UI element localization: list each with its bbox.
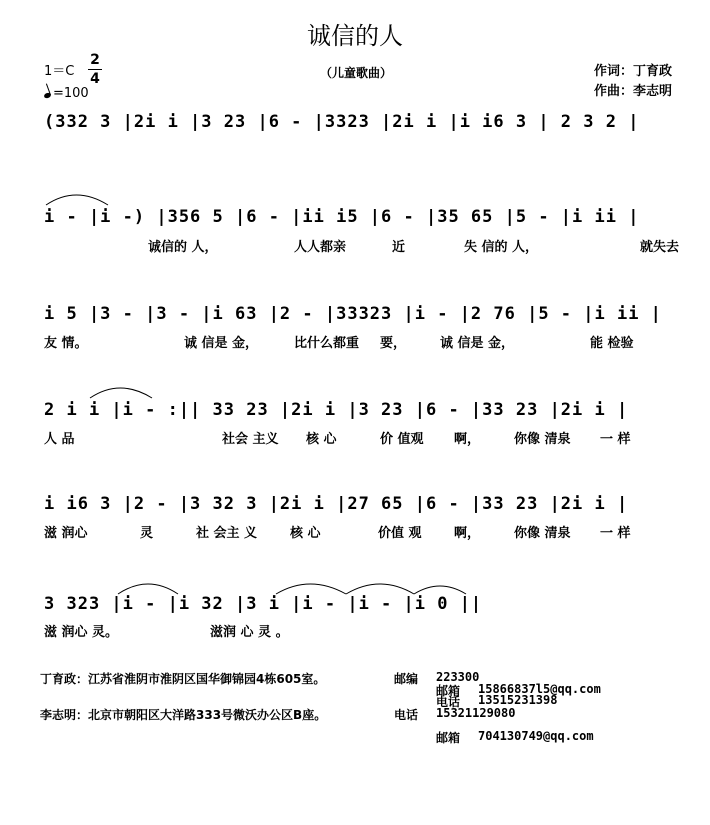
lyric-segment: 要，: [380, 336, 407, 351]
li-address: 李志明：北京市朝阳区大洋路333号微沃办公区B座。: [40, 708, 327, 722]
ding-phone: 13515231398: [478, 693, 558, 707]
quarter-note-icon: [43, 92, 51, 99]
lyric-segment: 核 心: [306, 432, 337, 447]
lyric-segment: 比什么都重: [294, 336, 360, 351]
music-system-1: [44, 108, 694, 142]
lyric-segment: 社会 主义: [222, 432, 279, 447]
lyric-segment: 社 会主 义: [196, 526, 258, 541]
lyric-segment: 失 信的 人，: [464, 240, 539, 255]
lyric-segment: 滋润 心 灵 。: [210, 625, 289, 640]
lyricist-credit: 作词：丁育政: [594, 64, 673, 79]
notation-line-6: 3 323 |i - |i 32 |3 i |i - |i - |i 0 ||: [44, 594, 483, 614]
time-signature: [88, 52, 102, 87]
tie-arc: [346, 584, 414, 594]
li-email-label: 邮箱: [436, 731, 461, 745]
notation-line-2: i - |i -) |356 5 |6 - |ii i5 |6 - |35 65 |5 - |i ii |: [44, 207, 640, 227]
tie-arc: [276, 584, 346, 594]
composer-credit: 作曲：李志明: [594, 84, 673, 99]
lyric-segment: 啊，: [454, 432, 481, 447]
time-signature-bottom: 4: [90, 71, 100, 87]
lyric-segment: 能 检验: [590, 336, 634, 351]
notation-line-3: i 5 |3 - |3 - |i 63 |2 - |33323 |i - |2 76 |5 - |i ii |: [44, 304, 662, 324]
tie-arc: [414, 586, 466, 594]
ding-phone-label: 电话: [436, 695, 461, 709]
lyric-segment: 价值 观: [378, 526, 422, 541]
lyric-segment: 一 样: [600, 432, 631, 447]
lyric-segment: 一 样: [600, 526, 631, 541]
key-signature: 1＝C: [44, 64, 75, 79]
li-email[interactable]: 704130749@qq.com: [478, 729, 594, 743]
tie-arc: [118, 584, 178, 594]
lyric-segment: 人 品: [44, 432, 75, 447]
lyric-segment: 核 心: [290, 526, 321, 541]
ding-postcode-label: 邮编: [394, 672, 419, 686]
music-system-5: [44, 490, 694, 524]
lyric-segment: 诚信的 人，: [148, 240, 218, 255]
tie-arc: [46, 195, 108, 205]
time-signature-top: 2: [90, 52, 100, 68]
lyric-segment: 滋 润心 灵。: [44, 625, 119, 640]
lyric-segment: 诚 信是 金，: [440, 336, 515, 351]
notation-line-4: 2 i i |i - :|| 33 23 |2i i |3 23 |6 - |33 23 |2i i |: [44, 400, 629, 420]
song-subtitle: （儿童歌曲）: [320, 66, 393, 80]
lyric-segment: 就失去: [640, 240, 680, 255]
tempo-marking: [44, 86, 89, 101]
ding-email[interactable]: 15866837l5@qq.com: [478, 682, 601, 696]
lyric-segment: 你像 清泉: [514, 526, 571, 541]
notation-line-5: i i6 3 |2 - |3 32 3 |2i i |27 65 |6 - |33 23 |2i i |: [44, 494, 629, 514]
lyric-segment: 近: [392, 240, 406, 255]
song-title: 诚信的人: [307, 22, 403, 50]
ding-address: 丁育政：江苏省淮阴市淮阴区国华御锦园4栋605室。: [40, 672, 326, 686]
music-system-3: [44, 300, 694, 334]
lyric-segment: 诚 信是 金，: [184, 336, 259, 351]
lyric-segment: 啊，: [454, 526, 481, 541]
music-system-2: [44, 203, 694, 237]
lyric-segment: 价 值观: [380, 432, 424, 447]
lyric-segment: 灵: [140, 526, 154, 541]
tempo-value: =100: [53, 86, 89, 101]
music-system-4: [44, 396, 694, 430]
lyric-segment: 你像 清泉: [514, 432, 571, 447]
time-signature-divider: [88, 69, 102, 70]
lyric-segment: 人人都亲: [294, 240, 347, 255]
ding-email-label: 邮箱: [436, 684, 461, 698]
tie-arc: [90, 388, 152, 398]
lyric-segment: 友 情。: [44, 336, 88, 351]
ding-postcode: 223300: [436, 670, 480, 684]
music-system-6: [44, 590, 694, 624]
lyric-segment: 滋 润心: [44, 526, 88, 541]
notation-line-1: (332 3 |2i i |3 23 |6 - |3323 |2i i |i i6 3 | 2 3 2 |: [44, 112, 640, 132]
li-phone-label: 电话: [394, 708, 419, 722]
li-phone: 15321129080: [436, 706, 516, 720]
